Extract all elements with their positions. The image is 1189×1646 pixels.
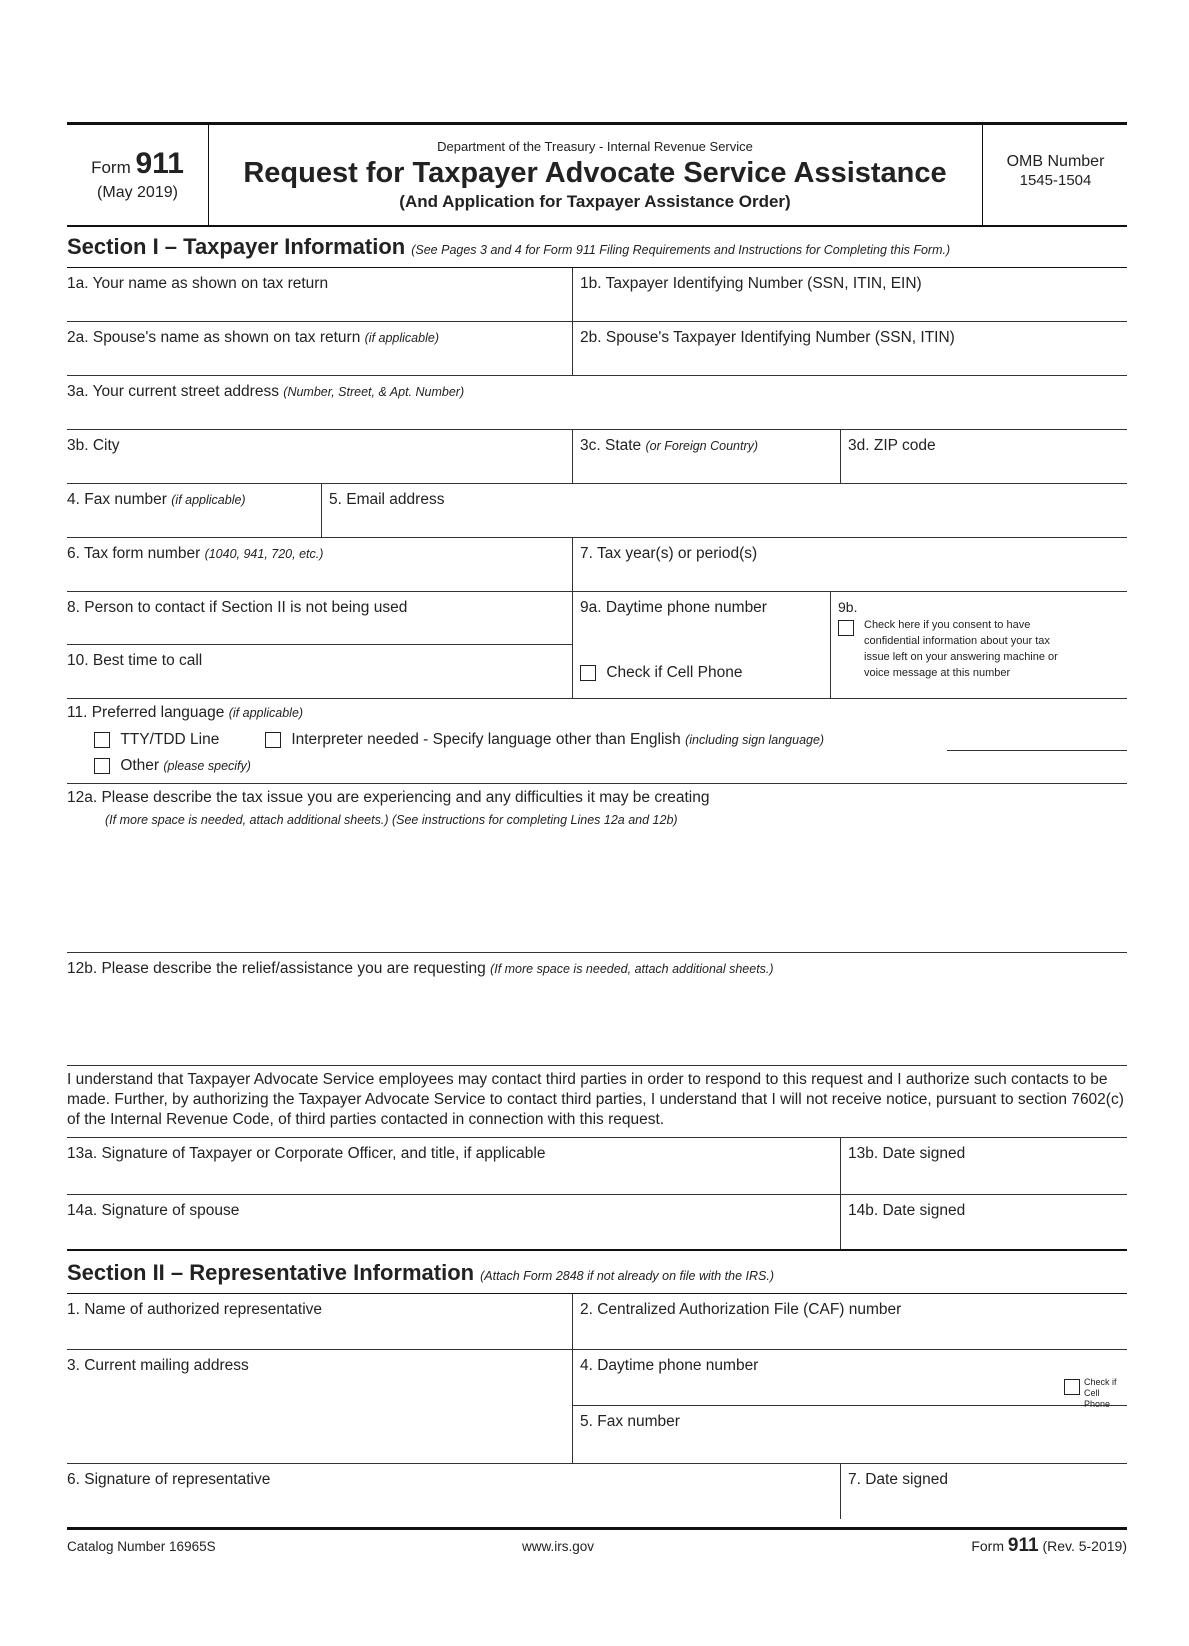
form-date: (May 2019) — [97, 184, 178, 201]
footer-form-id — [971, 1535, 1127, 1557]
rep-field-3[interactable] — [67, 1350, 572, 1463]
row-11 — [67, 699, 1127, 784]
field-2a-label: 2a. Spouse's name as shown on tax return — [67, 329, 361, 346]
rep-field-1[interactable] — [67, 1294, 572, 1349]
rep-field-5-label: 5. Fax number — [580, 1413, 680, 1430]
rep-row-1 — [67, 1294, 1127, 1350]
rep-field-6[interactable] — [67, 1464, 840, 1519]
rep-field-7-label: 7. Date signed — [848, 1471, 948, 1488]
field-1b[interactable] — [572, 268, 1127, 321]
section-1-note: (See Pages 3 and 4 for Form 911 Filing Requirements and Instructions for Completing this Form.) — [411, 243, 951, 257]
rep-field-5[interactable] — [572, 1406, 1127, 1463]
row-3b — [67, 430, 1127, 484]
field-2b-label: 2b. Spouse's Taxpayer Identifying Number (SSN, ITIN) — [580, 329, 955, 346]
field-9b-label: 9b. — [838, 599, 858, 615]
field-3b[interactable] — [67, 430, 572, 483]
field-13b[interactable] — [840, 1138, 1127, 1194]
field-2a[interactable] — [67, 322, 572, 375]
field-11-label: 11. Preferred language — [67, 704, 225, 721]
rep-field-4[interactable] — [572, 1350, 1127, 1409]
field-7[interactable] — [572, 538, 1127, 591]
field-8[interactable] — [67, 592, 572, 645]
rep-field-6-label: 6. Signature of representative — [67, 1471, 271, 1488]
rep-cell-phone-line-2: Cell Phone — [1084, 1388, 1111, 1409]
row-6 — [67, 538, 1127, 592]
field-14a[interactable] — [67, 1195, 840, 1249]
footer-form-prefix: Form — [971, 1538, 1004, 1554]
field-9a-label: 9a. Daytime phone number — [580, 599, 767, 616]
field-3c-label: 3c. State — [580, 437, 642, 454]
tty-label: TTY/TDD Line — [120, 731, 220, 748]
omb-label: OMB Number — [1006, 153, 1105, 170]
field-6-label: 6. Tax form number — [67, 545, 201, 562]
section-1-title: Section I – Taxpayer Information — [67, 234, 406, 259]
field-13b-label: 13b. Date signed — [848, 1145, 966, 1162]
interpreter-checkbox[interactable] — [265, 732, 281, 748]
interpreter-note: (including sign language) — [685, 733, 825, 747]
footer-form-number: 911 — [1007, 1535, 1039, 1556]
field-14b[interactable] — [840, 1195, 1127, 1249]
field-8-label: 8. Person to contact if Section II is not being used — [67, 599, 408, 616]
field-13a[interactable] — [67, 1138, 840, 1194]
field-3a-note: (Number, Street, & Apt. Number) — [283, 385, 465, 399]
rep-cell-phone-line-1: Check if — [1084, 1377, 1117, 1387]
consent-checkbox[interactable] — [838, 620, 854, 636]
row-4 — [67, 484, 1127, 538]
other-note: (please specify) — [163, 759, 251, 773]
cell-phone-checkbox[interactable] — [580, 665, 596, 681]
field-3a[interactable] — [67, 376, 1127, 429]
field-11-note: (if applicable) — [228, 706, 304, 720]
rep-field-2[interactable] — [572, 1294, 1127, 1349]
rep-row-3 — [67, 1350, 1127, 1464]
form-title: Request for Taxpayer Advocate Service Assistance — [243, 157, 947, 189]
rep-row-6 — [67, 1464, 1127, 1519]
row-8 — [67, 592, 1127, 699]
field-10-label: 10. Best time to call — [67, 652, 203, 669]
field-4-note: (if applicable) — [171, 493, 246, 507]
field-14b-label: 14b. Date signed — [848, 1202, 966, 1219]
section-2-title: Section II – Representative Information — [67, 1260, 475, 1285]
tty-checkbox[interactable] — [94, 732, 110, 748]
form-title-box — [208, 125, 982, 225]
omb-box — [982, 125, 1128, 225]
field-3d-label: 3d. ZIP code — [848, 437, 936, 454]
rep-field-3-label: 3. Current mailing address — [67, 1357, 249, 1374]
interpreter-label: Interpreter needed - Specify language other than English — [291, 731, 681, 748]
consent-text: Check here if you consent to have confidential information about your tax issue left on your answering machine or voice message at this number — [864, 619, 1058, 679]
field-12a-note: (If more space is needed, attach additional sheets.) (See instructions for completing Lines 12a and 12b) — [105, 813, 678, 827]
authorization-text: I understand that Taxpayer Advocate Service employees may contact third parties in order to respond to this request and I authorize such contacts to be made. Further, by authorizing the Taxpayer Advocate Service to contact third parties, I understand that I will not receive notice, pursuant to section 7602(c) of the Internal Revenue Code, of third parties contacted in connection with this request. — [67, 1071, 1124, 1128]
row-2 — [67, 322, 1127, 376]
field-12b[interactable] — [67, 953, 1127, 1066]
field-2a-note: (if applicable) — [364, 331, 439, 345]
field-9b — [830, 592, 1127, 698]
other-label: Other — [120, 757, 160, 774]
form-911 — [67, 122, 1127, 1519]
interpreter-language-line[interactable] — [947, 749, 1127, 751]
field-4[interactable] — [67, 484, 321, 537]
form-subtitle: (And Application for Taxpayer Assistance Order) — [399, 192, 791, 211]
field-12a[interactable] — [67, 784, 1127, 953]
rep-field-7[interactable] — [840, 1464, 1127, 1519]
section-2-header — [67, 1251, 1127, 1294]
rep-cell-phone-checkbox[interactable] — [1064, 1379, 1080, 1395]
field-3c-note: (or Foreign Country) — [645, 439, 759, 453]
field-12b-label: 12b. Please describe the relief/assistance you are requesting — [67, 960, 486, 977]
field-10[interactable] — [67, 645, 572, 698]
field-1a[interactable] — [67, 268, 572, 321]
rep-field-2-label: 2. Centralized Authorization File (CAF) number — [580, 1301, 902, 1318]
field-12b-note: (If more space is needed, attach additional sheets.) — [490, 962, 774, 976]
cell-phone-label: Check if Cell Phone — [606, 664, 743, 681]
authorization-statement — [67, 1066, 1127, 1138]
field-9a[interactable] — [572, 592, 830, 698]
row-3a — [67, 376, 1127, 430]
omb-number: 1545-1504 — [1019, 172, 1092, 189]
rep-field-4-label: 4. Daytime phone number — [580, 1357, 759, 1374]
rep-field-1-label: 1. Name of authorized representative — [67, 1301, 323, 1318]
row-1 — [67, 268, 1127, 322]
footer-revision: (Rev. 5-2019) — [1042, 1538, 1127, 1554]
field-6-note: (1040, 941, 720, etc.) — [204, 547, 324, 561]
form-prefix: Form — [91, 158, 131, 177]
form-header — [67, 122, 1127, 227]
form-number: 911 — [135, 147, 184, 180]
form-footer — [67, 1527, 1127, 1570]
other-checkbox[interactable] — [94, 758, 110, 774]
field-3a-label: 3a. Your current street address — [67, 383, 279, 400]
field-4-label: 4. Fax number — [67, 491, 167, 508]
field-1b-label: 1b. Taxpayer Identifying Number (SSN, ITIN, EIN) — [580, 275, 922, 292]
field-6[interactable] — [67, 538, 572, 591]
catalog-number: Catalog Number 16965S — [67, 1539, 216, 1554]
field-1a-label: 1a. Your name as shown on tax return — [67, 275, 329, 292]
field-13a-label: 13a. Signature of Taxpayer or Corporate Officer, and title, if applicable — [67, 1145, 546, 1162]
field-3c[interactable] — [572, 430, 840, 483]
field-3d[interactable] — [840, 430, 1127, 483]
form-id-box — [67, 125, 209, 225]
field-5-label: 5. Email address — [329, 491, 445, 508]
section-2-note: (Attach Form 2848 if not already on file with the IRS.) — [480, 1269, 774, 1283]
field-3b-label: 3b. City — [67, 437, 120, 454]
field-14a-label: 14a. Signature of spouse — [67, 1202, 240, 1219]
field-5[interactable] — [321, 484, 1127, 537]
field-12a-label: 12a. Please describe the tax issue you are experiencing and any difficulties it may be creating — [67, 789, 710, 806]
section-1-header — [67, 227, 1127, 268]
row-14 — [67, 1195, 1127, 1251]
department: Department of the Treasury - Internal Revenue Service — [437, 139, 753, 154]
website-link[interactable]: www.irs.gov — [522, 1539, 595, 1554]
field-7-label: 7. Tax year(s) or period(s) — [580, 545, 758, 562]
row-13 — [67, 1138, 1127, 1195]
field-2b[interactable] — [572, 322, 1127, 375]
